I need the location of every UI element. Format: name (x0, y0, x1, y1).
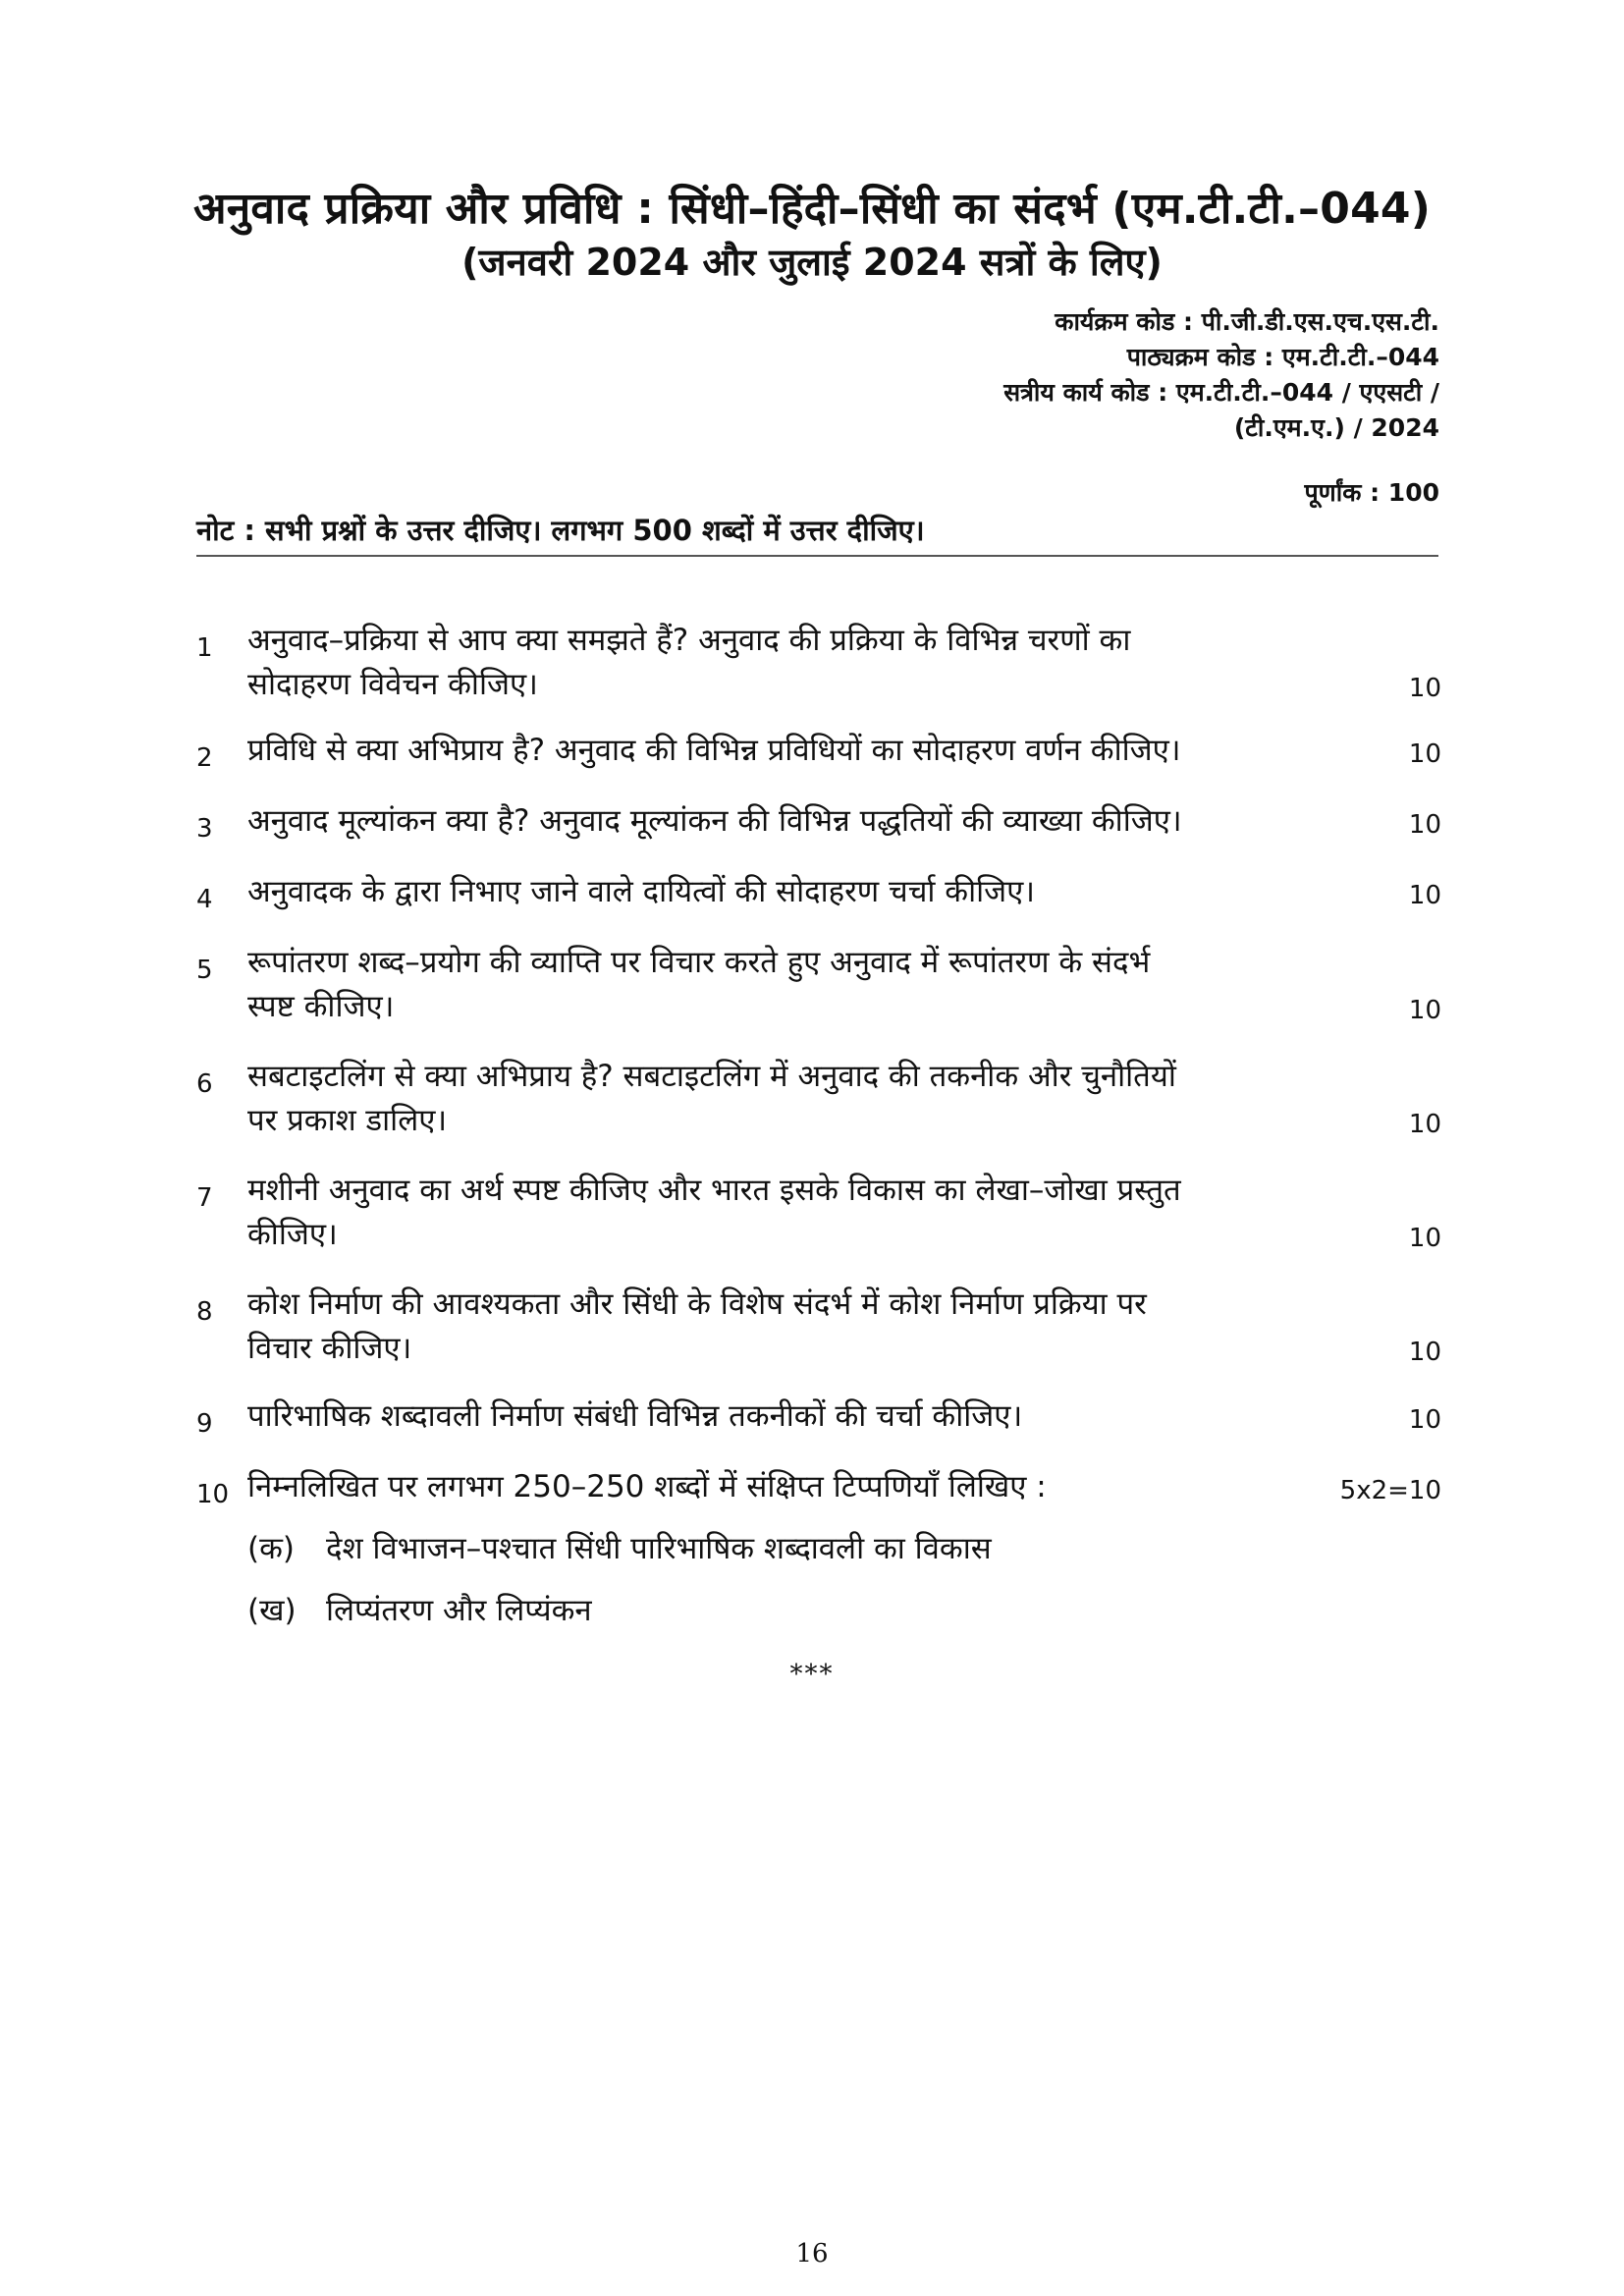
question-text: अनुवादक के द्वारा निभाए जाने वाले दायित्वों की सोदाहरण चर्चा कीजिए। (247, 874, 1036, 909)
question-marks: 10 (1408, 1338, 1441, 1367)
question-number: 3 (196, 814, 213, 844)
question-item (196, 1465, 1441, 1509)
code-block (1003, 304, 1439, 446)
question-marks: 10 (1408, 810, 1441, 840)
question-number: 7 (196, 1183, 213, 1213)
divider (196, 555, 1438, 557)
sub-item-label: (ख) (247, 1593, 297, 1628)
question-text: कोश निर्माण की आवश्यकता और सिंधी के विशेष संदर्भ में कोश निर्माण प्रक्रिया पर (247, 1286, 1147, 1322)
question-text-continued: स्पष्ट कीजिए। (247, 989, 395, 1024)
question-text: अनुवाद मूल्यांकन क्या है? अनुवाद मूल्यांकन की विभिन्न पद्धतियों की व्याख्या कीजिए। (247, 803, 1182, 839)
question-marks: 10 (1408, 996, 1441, 1025)
max-marks: पूर्णांक : 100 (1304, 478, 1439, 507)
question-marks: 10 (1408, 1224, 1441, 1253)
question-marks: 10 (1408, 881, 1441, 910)
question-number: 10 (196, 1480, 230, 1509)
question-item (196, 799, 1441, 844)
session-subtitle: (जनवरी 2024 और जुलाई 2024 सत्रों के लिए) (461, 241, 1163, 284)
question-text-continued: विचार कीजिए। (247, 1331, 412, 1366)
question-marks: 10 (1408, 1110, 1441, 1139)
question-item (196, 870, 1441, 914)
page-number: 16 (795, 2239, 829, 2269)
question-item (196, 941, 1441, 1029)
question-item (196, 729, 1441, 773)
question-number: 8 (196, 1297, 213, 1327)
question-item (196, 1283, 1441, 1371)
question-marks: 10 (1408, 1405, 1441, 1435)
sub-item-text: देश विभाजन–पश्चात सिंधी पारिभाषिक शब्दावली का विकास (326, 1531, 992, 1566)
end-mark: *** (789, 1660, 835, 1689)
question-number: 9 (196, 1409, 213, 1439)
course-code: पाठ्यक्रम कोड : एम.टी.टी.–044 (1126, 343, 1439, 371)
question-text: रूपांतरण शब्द–प्रयोग की व्याप्ति पर विचार करते हुए अनुवाद में रूपांतरण के संदर्भ (247, 945, 1151, 980)
programme-code: कार्यक्रम कोड : पी.जी.डी.एस.एच.एस.टी. (1055, 307, 1439, 336)
question-item (196, 1394, 1441, 1439)
instruction-note: नोट : सभी प्रश्नों के उत्तर दीजिए। लगभग 500 शब्दों में उत्तर दीजिए। (196, 514, 925, 547)
question-item (196, 1169, 1441, 1257)
question-text: पारिभाषिक शब्दावली निर्माण संबंधी विभिन्न तकनीकों की चर्चा कीजिए। (247, 1398, 1023, 1434)
question-text-continued: सोदाहरण विवेचन कीजिए। (247, 667, 538, 702)
question-marks: 10 (1408, 739, 1441, 769)
question-number: 1 (196, 633, 213, 663)
question-text-continued: पर प्रकाश डालिए। (247, 1103, 448, 1138)
assignment-code: सत्रीय कार्य कोड : एम.टी.टी.–044 / एएसटी / (1003, 378, 1439, 407)
sub-item-text: लिप्यंतरण और लिप्यंकन (326, 1593, 592, 1628)
question-item (196, 619, 1441, 707)
question-number: 2 (196, 743, 213, 773)
question-text: निम्नलिखित पर लगभग 250–250 शब्दों में संक्षिप्त टिप्पणियाँ लिखिए : (247, 1469, 1047, 1504)
sub-item (247, 1589, 592, 1633)
question-marks: 10 (1408, 674, 1441, 703)
question-text: सबटाइटलिंग से क्या अभिप्राय है? सबटाइटलिंग में अनुवाद की तकनीक और चुनौतियों (247, 1059, 1176, 1094)
question-marks: 5x2=10 (1339, 1476, 1441, 1505)
question-number: 4 (196, 885, 213, 914)
question-text: मशीनी अनुवाद का अर्थ स्पष्ट कीजिए और भारत इसके विकास का लेखा–जोखा प्रस्तुत (247, 1173, 1181, 1208)
assignment-code-continued: (टी.एम.ए.) / 2024 (1233, 413, 1439, 442)
question-item (196, 1055, 1441, 1143)
question-text: प्रविधि से क्या अभिप्राय है? अनुवाद की विभिन्न प्रविधियों का सोदाहरण वर्णन कीजिए। (247, 733, 1181, 768)
question-text: अनुवाद–प्रक्रिया से आप क्या समझते हैं? अनुवाद की प्रक्रिया के विभिन्न चरणों का (247, 623, 1131, 658)
question-text-continued: कीजिए। (247, 1217, 338, 1252)
question-number: 6 (196, 1069, 213, 1099)
sub-item-label: (क) (247, 1531, 295, 1566)
assignment-title: अनुवाद प्रक्रिया और प्रविधि : सिंधी–हिंदी–सिंधी का संदर्भ (एम.टी.टी.–044) (192, 184, 1432, 234)
sub-item (247, 1527, 992, 1571)
question-number: 5 (196, 956, 213, 985)
